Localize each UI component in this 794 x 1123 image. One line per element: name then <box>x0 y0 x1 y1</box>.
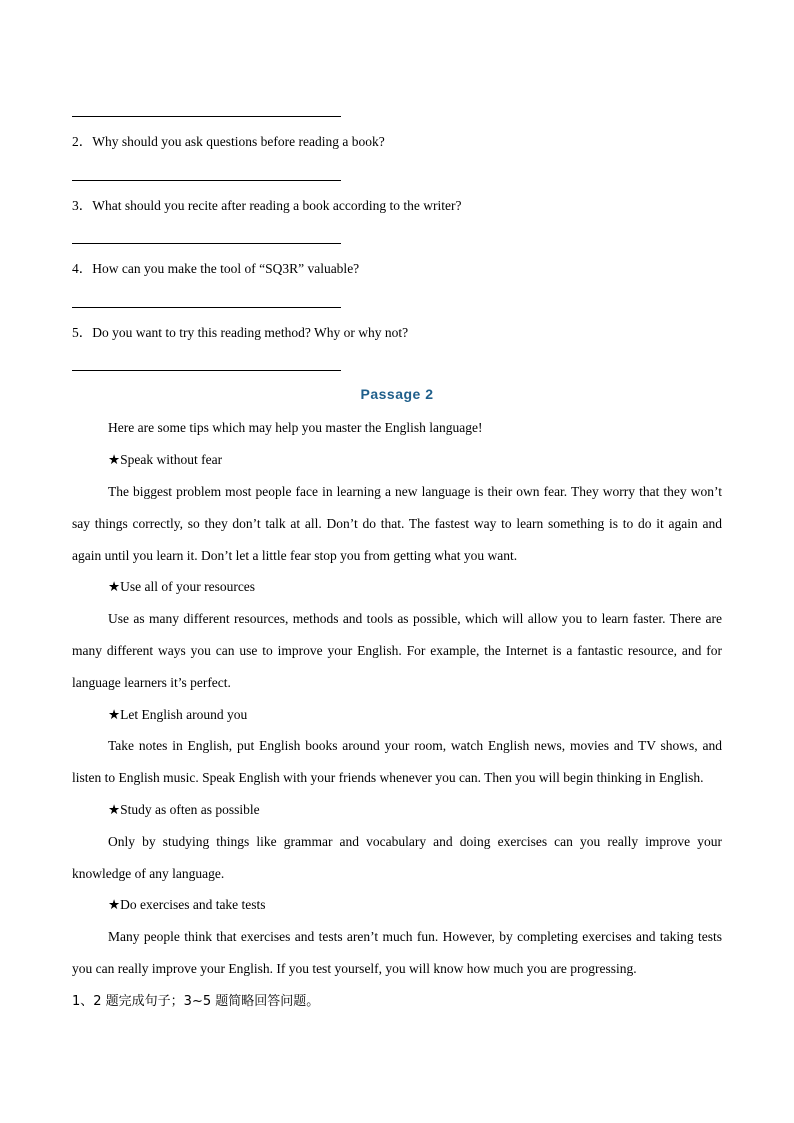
answer-line-4[interactable] <box>72 307 341 308</box>
answer-line-3[interactable] <box>72 243 341 244</box>
passage-intro: Here are some tips which may help you master the English language! <box>108 420 483 435</box>
passage-title: Passage 2 <box>360 386 434 402</box>
answer-line-1[interactable] <box>72 116 341 117</box>
question-3: 3．What should you recite after reading a book according to the writer? <box>72 198 462 213</box>
tip-body-english-around: Take notes in English, put English books around your room, watch English news, movies and TV shows, and listen to English music. Speak English with your friends whenever you can. Then you will begin thinking in English. <box>72 738 722 785</box>
answer-line-2[interactable] <box>72 180 341 181</box>
tip-heading-english-around: ★Let English around you <box>108 707 248 722</box>
tip-heading-speak: ★Speak without fear <box>108 452 223 467</box>
answer-line-5[interactable] <box>72 370 341 371</box>
tip-body-exercises: Many people think that exercises and tests aren’t much fun. However, by completing exercises and taking tests you can really improve your English. If you test yourself, you will know how much you are progressing. <box>72 929 722 976</box>
exercise-instruction: 1、2 题完成句子；3~5 题简略回答问题。 <box>72 994 320 1009</box>
tip-body-study: Only by studying things like grammar and vocabulary and doing exercises can you really improve your knowledge of any language. <box>72 834 722 881</box>
tip-heading-exercises: ★Do exercises and take tests <box>108 897 266 912</box>
question-4: 4．How can you make the tool of “SQ3R” valuable? <box>72 261 360 276</box>
question-5: 5．Do you want to try this reading method? Why or why not? <box>72 325 409 340</box>
tip-body-speak: The biggest problem most people face in learning a new language is their own fear. They worry that they won’t say things correctly, so they don’t talk at all. Don’t do that. The fastest way to learn something is to do it again and again until you learn it. Don’t let a little fear stop you from getting what you want. <box>72 484 722 563</box>
question-2: 2．Why should you ask questions before reading a book? <box>72 134 385 149</box>
tip-heading-resources: ★Use all of your resources <box>108 579 256 594</box>
tip-body-resources: Use as many different resources, methods and tools as possible, which will allow you to learn faster. There are many different ways you can use to improve your English. For example, the Internet is a fantastic resource, and for language learners it’s perfect. <box>72 611 722 690</box>
tip-heading-study: ★Study as often as possible <box>108 802 260 817</box>
